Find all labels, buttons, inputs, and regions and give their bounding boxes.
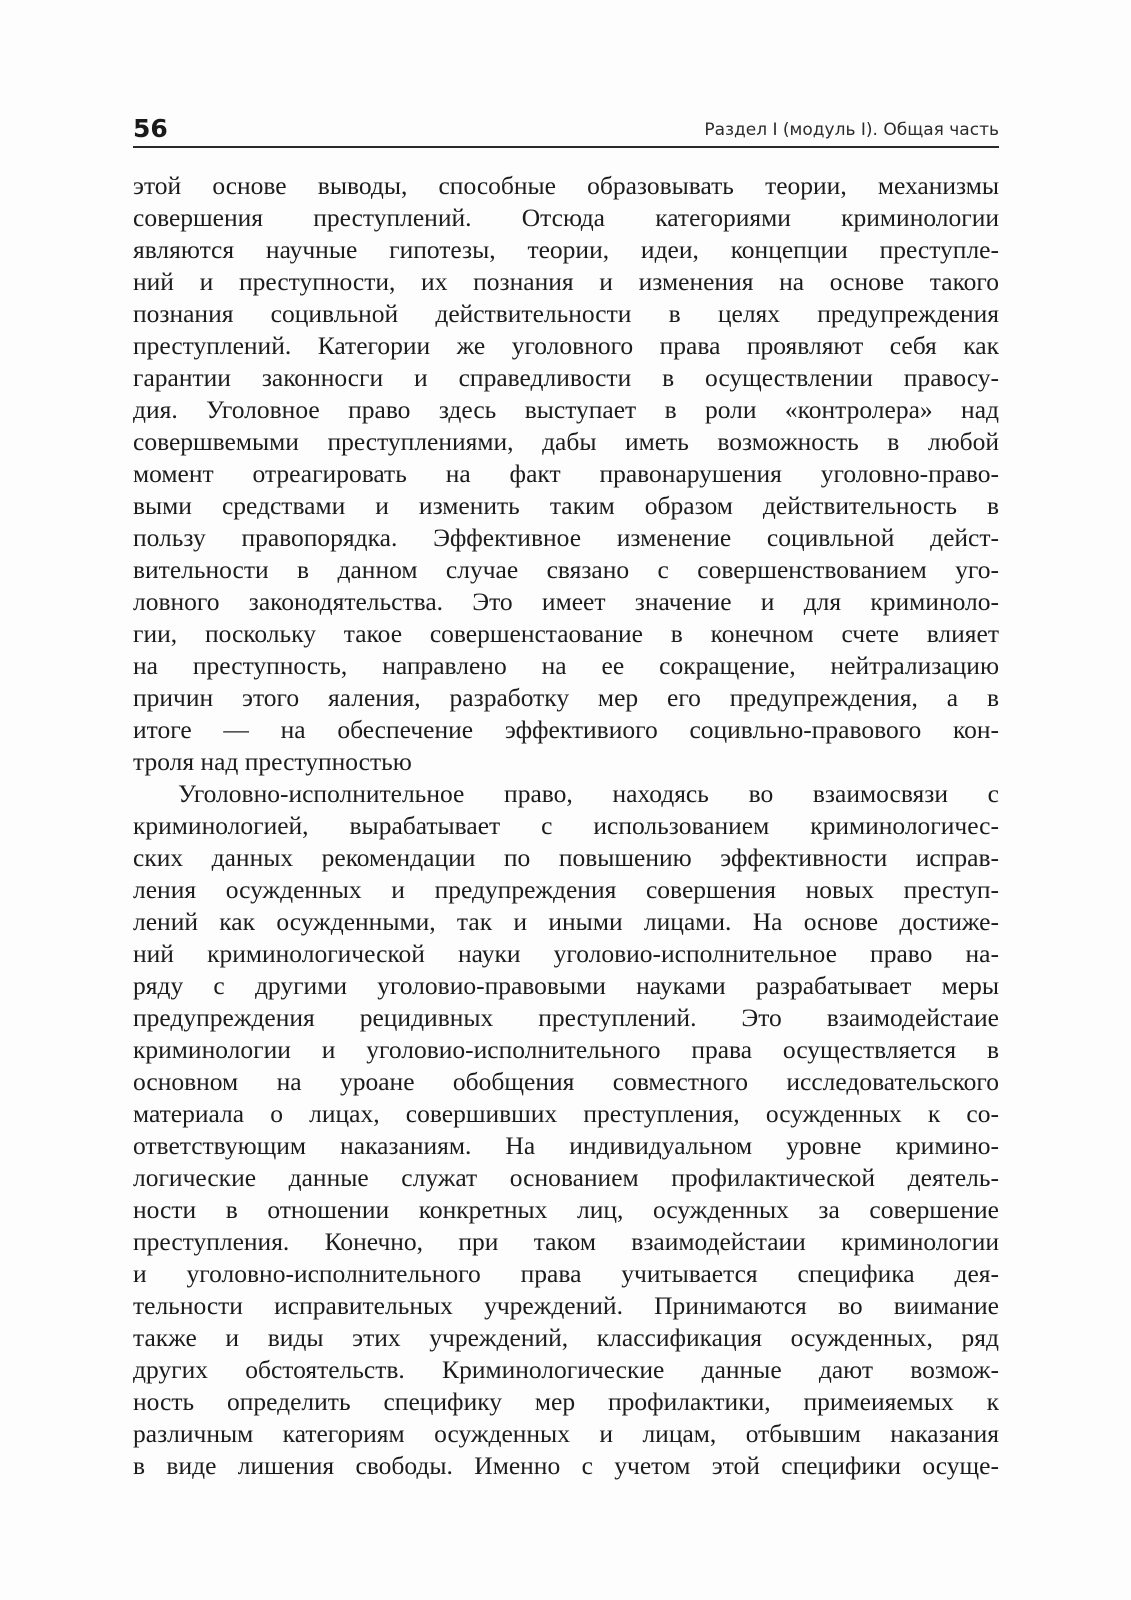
running-head: Раздел I (модуль I). Общая часть xyxy=(704,120,999,140)
text-line: этой основе выводы, способные образовывать теории, механизмы xyxy=(133,171,999,200)
text-line: ления осужденных и предупреждения совершения новых преступ- xyxy=(133,875,999,904)
text-line: также и виды этих учреждений, классификация осужденных, ряд xyxy=(133,1323,999,1352)
text-line: ний и преступности, их познания и изменения на основе такого xyxy=(133,267,999,296)
text-line: предупреждения рецидивных преступлений. Это взаимодейстаие xyxy=(133,1003,999,1032)
text-line: на преступность, направлено на ее сокращение, нейтрализацию xyxy=(133,651,999,680)
text-line: совершвемыми преступлениями, дабы иметь возможность в любой xyxy=(133,427,999,456)
text-line: вительности в данном случае связано с совершенствованием уго- xyxy=(133,555,999,584)
text-line: ских данных рекомендации по повышению эффективности исправ- xyxy=(133,843,999,872)
text-line: гии, поскольку такое совершенстаование в конечном счете влияет xyxy=(133,619,999,648)
text-line: выми средствами и изменить таким образом действительность в xyxy=(133,491,999,520)
text-line: и уголовно-исполнительного права учитывается специфика дея- xyxy=(133,1259,999,1288)
text-line: лений как осужденными, так и иными лицами. На основе достиже- xyxy=(133,907,999,936)
text-line: дия. Уголовное право здесь выступает в роли «контролера» над xyxy=(133,395,999,424)
text-line: гарантии законносги и справедливости в осуществлении правосу- xyxy=(133,363,999,392)
text-line: логические данные служат основанием профилактической деятель- xyxy=(133,1163,999,1192)
text-line: ответствующим наказаниям. На индивидуальном уровне кримино- xyxy=(133,1131,999,1160)
text-line: троля над преступностью xyxy=(133,747,412,776)
text-line: причин этого яаления, разработку мер его предупреждения, а в xyxy=(133,683,999,712)
text-line: тельности исправительных учреждений. Принимаются во виимание xyxy=(133,1291,999,1320)
text-line: ловного законодятельства. Это имеет значение и для криминоло- xyxy=(133,587,999,616)
paragraph xyxy=(133,778,999,1482)
text-line: ряду с другими уголовио-правовыми науками разрабатывает меры xyxy=(133,971,999,1000)
text-line: криминологией, вырабатывает с использованием криминологичес- xyxy=(133,811,999,840)
body-text xyxy=(133,170,999,1482)
text-line: других обстоятельств. Криминологические данные дают возмож- xyxy=(133,1355,999,1384)
text-line: момент отреагировать на факт правонарушения уголовно-право- xyxy=(133,459,999,488)
text-line: ний криминологической науки уголовио-исполнительное право на- xyxy=(133,939,999,968)
text-line: в виде лишения свободы. Именно с учетом этой специфики осуще- xyxy=(133,1451,999,1480)
text-line: пользу правопорядка. Эффективное изменение социвльной дейст- xyxy=(133,523,999,552)
text-line: Уголовно-исполнительное право, находясь во взаимосвязи с xyxy=(178,779,999,808)
text-line: основном на уроане обобщения совместного исследовательского xyxy=(133,1067,999,1096)
paragraph xyxy=(133,170,999,778)
text-line: преступления. Конечно, при таком взаимодейстаии криминологии xyxy=(133,1227,999,1256)
text-line: совершения преступлений. Отсюда категориями криминологии xyxy=(133,203,999,232)
text-line: итоге — на обеспечение эффективиого социвльно-правового кон- xyxy=(133,715,999,744)
page-number: 56 xyxy=(133,114,168,143)
text-line: являются научные гипотезы, теории, идеи, концепции преступле- xyxy=(133,235,999,264)
text-line: различным категориям осужденных и лицам, отбывшим наказания xyxy=(133,1419,999,1448)
text-line: познания социвльной действительности в целях предупреждения xyxy=(133,299,999,328)
text-line: ности в отношении конкретных лиц, осужденных за совершение xyxy=(133,1195,999,1224)
text-line: материала о лицах, совершивших преступления, осужденных к со- xyxy=(133,1099,999,1128)
text-line: преступлений. Категории же уголовного права проявляют себя как xyxy=(133,331,999,360)
text-line: ность определить специфику мер профилактики, примеияемых к xyxy=(133,1387,999,1416)
page-header xyxy=(133,112,999,148)
text-line: криминологии и уголовио-исполнительного права осуществляется в xyxy=(133,1035,999,1064)
